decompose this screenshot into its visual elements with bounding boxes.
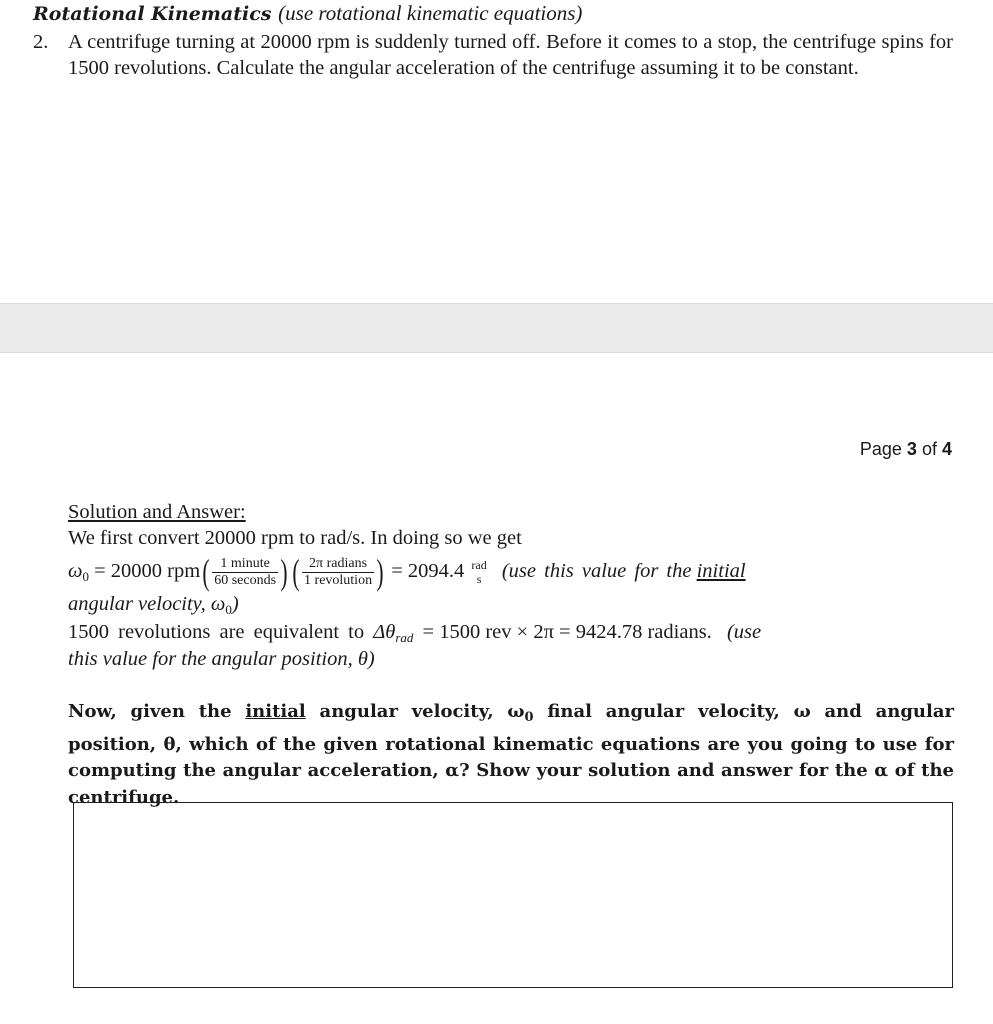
right-paren-icon: ) <box>376 552 384 593</box>
eq2-expression: = 1500 rev × 2π = 9424.78 radians. <box>422 621 712 643</box>
question-part1: Now, given the <box>68 701 232 722</box>
page-total: 4 <box>941 439 952 459</box>
page-separator <box>0 303 993 353</box>
question-initial: initial <box>245 701 306 722</box>
right-paren-icon: ) <box>280 552 288 593</box>
solution-heading: Solution and Answer: <box>68 501 246 523</box>
page-number <box>860 439 952 460</box>
fraction-minute <box>212 556 278 589</box>
eq1-note-sub: 0 <box>225 602 232 617</box>
unit-numerator: rad <box>471 558 487 573</box>
section-title-note: (use rotational kinematic equations) <box>278 1 583 25</box>
section-title-bold: Rotational Kinematics <box>33 3 272 25</box>
solution-intro: We first convert 20000 rpm to rad/s. In doing so we get <box>68 527 522 549</box>
omega-subscript: 0 <box>82 569 89 584</box>
eq1-note-initial: initial <box>696 560 746 582</box>
eq1-value: = 20000 rpm <box>94 560 201 582</box>
page-current: 3 <box>906 439 917 459</box>
problem-text: A centrifuge turning at 20000 rpm is suddenly turned off. Before it comes to a stop, the centrifuge spins for 1500 revolutions. Calculate the angular acceleration of the centrifuge assuming it to be constant. <box>68 31 953 79</box>
frac1-denominator: 60 seconds <box>214 572 277 588</box>
question-subscript: 0 <box>524 710 534 725</box>
frac2-denominator: 1 revolution <box>304 572 373 588</box>
question-prompt <box>68 699 954 811</box>
equation-omega0 <box>68 551 746 591</box>
question-part3: final angular velocity, ω and angular position, θ, which of the given rotational kinematic equations are you going to use for computing the angular acceleration, α? Show your solution and answer for the α of the centrifuge. <box>68 701 954 808</box>
fraction-radians <box>302 556 374 589</box>
frac2-numerator: 2π radians <box>302 556 374 573</box>
eq2-note-a: (use <box>726 621 762 643</box>
eq1-note-b: angular velocity, ω <box>68 593 226 615</box>
section-title <box>33 0 582 27</box>
problem-number: 2. <box>33 31 49 53</box>
answer-box[interactable] <box>73 802 953 988</box>
page-of: of <box>921 439 937 459</box>
left-paren-icon: ( <box>292 552 300 593</box>
question-part2: angular velocity, ω <box>319 701 525 722</box>
page-label: Page <box>859 439 902 459</box>
eq1-note-end: ) <box>231 593 239 615</box>
delta-theta-subscript: rad <box>395 630 414 645</box>
eq2-text: 1500 revolutions are equivalent to <box>68 621 365 643</box>
eq2-note-b: this value for the angular position, θ) <box>68 648 375 670</box>
eq1-result: = 2094.4 <box>391 560 465 582</box>
left-paren-icon: ( <box>202 552 210 593</box>
eq1-note: (use this value for the <box>501 560 692 582</box>
delta-theta-symbol: Δθ <box>373 621 396 643</box>
unit-rad-per-s <box>469 558 488 586</box>
unit-denominator: s <box>476 572 482 587</box>
eq2-note-line2 <box>68 646 375 672</box>
omega-symbol: ω <box>68 560 83 582</box>
frac1-numerator: 1 minute <box>212 556 278 573</box>
